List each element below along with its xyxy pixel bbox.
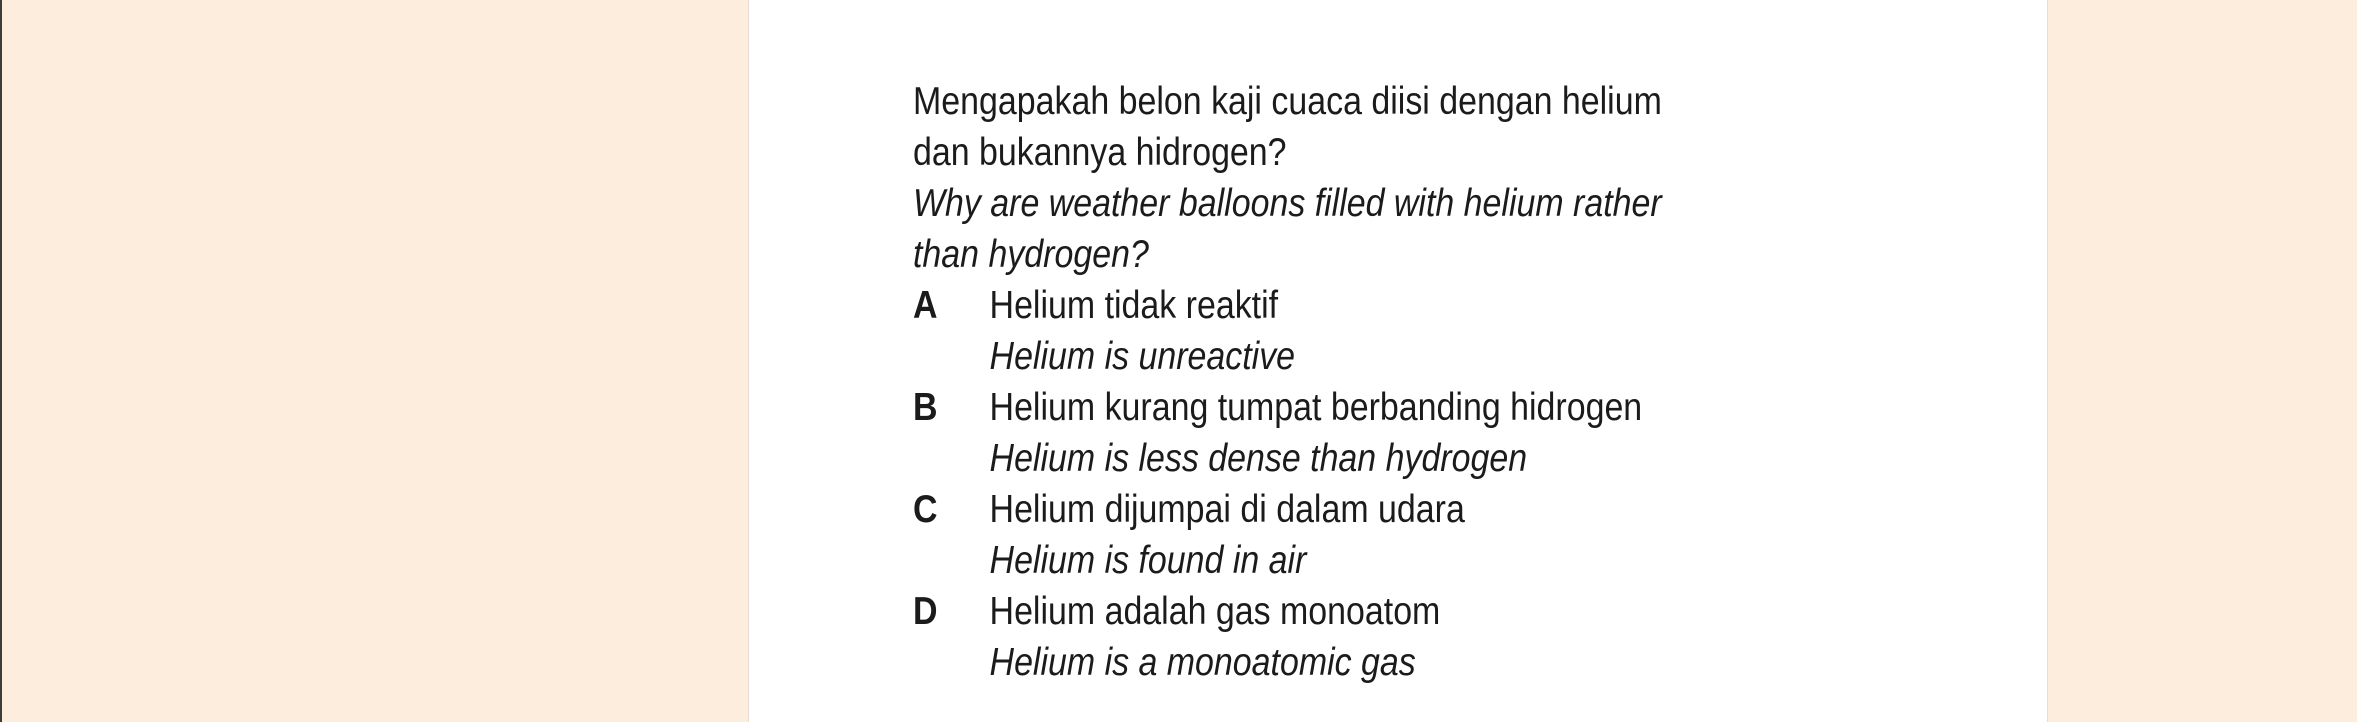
window-left-border [0, 0, 2, 722]
option-text-english: Helium is found in air [989, 539, 1307, 582]
option-d [913, 586, 1661, 688]
option-text-malay: Helium dijumpai di dalam udara [989, 488, 1465, 531]
question-stem-english-line-1: Why are weather balloons filled with helium rather [913, 182, 1662, 225]
question-stem-malay-line-1: Mengapakah belon kaji cuaca diisi dengan helium [913, 80, 1662, 123]
document-page [748, 0, 2048, 722]
option-letter: C [913, 488, 938, 531]
question-block [913, 76, 1661, 688]
question-stem-malay-line-2: dan bukannya hidrogen? [913, 131, 1287, 174]
option-letter: D [913, 590, 938, 633]
option-text-english: Helium is less dense than hydrogen [989, 437, 1528, 480]
option-letter: B [913, 386, 938, 429]
option-a [913, 280, 1661, 382]
option-c [913, 484, 1661, 586]
option-letter: A [913, 284, 938, 327]
option-text-malay: Helium kurang tumpat berbanding hidrogen [989, 386, 1643, 429]
option-text-malay: Helium adalah gas monoatom [989, 590, 1441, 633]
option-text-malay: Helium tidak reaktif [989, 284, 1279, 327]
option-text-english: Helium is unreactive [989, 335, 1296, 378]
option-text-english: Helium is a monoatomic gas [989, 641, 1416, 684]
question-stem-english-line-2: than hydrogen? [913, 233, 1149, 276]
option-b [913, 382, 1661, 484]
